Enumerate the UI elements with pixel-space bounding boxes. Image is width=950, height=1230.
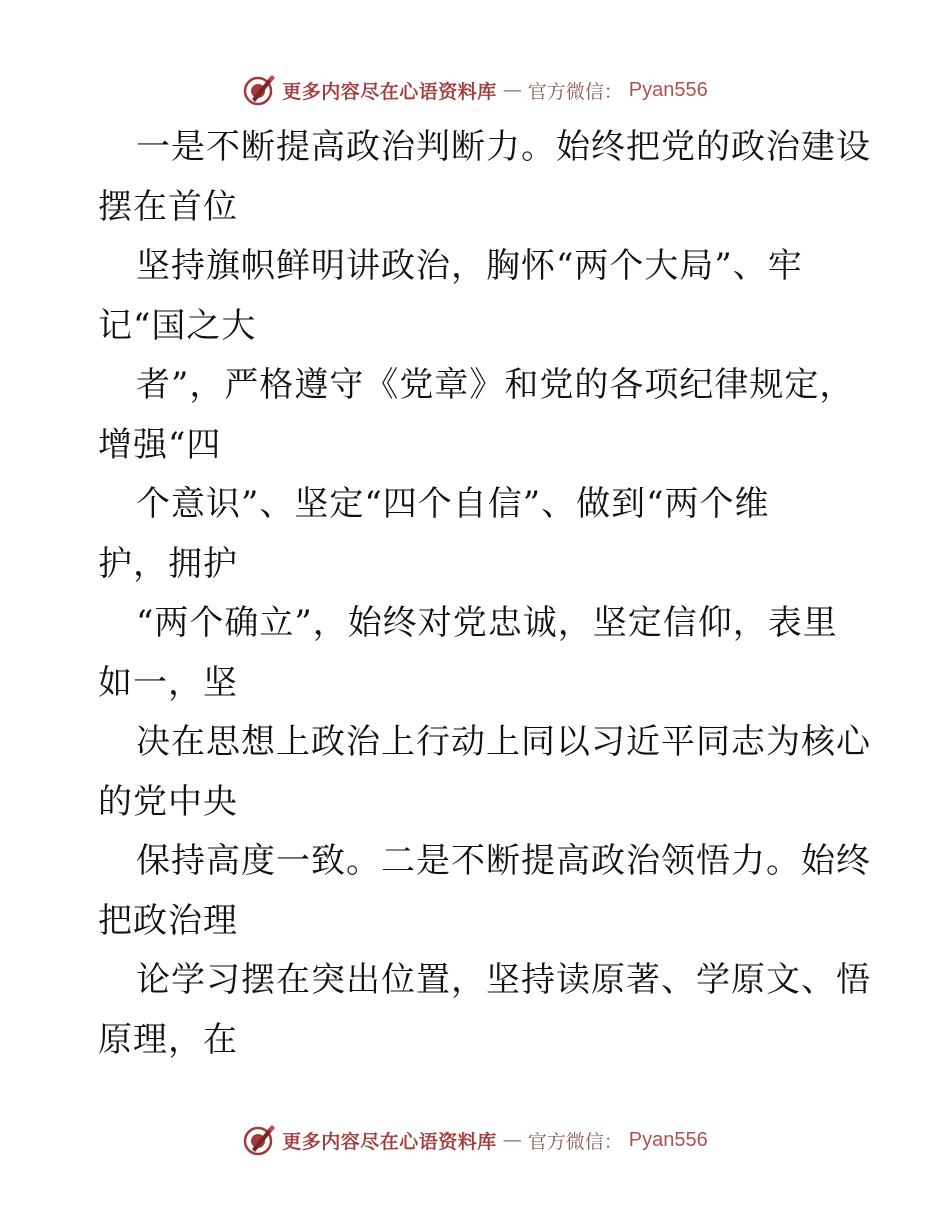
body-line: 摆在首位 (98, 186, 238, 227)
body-line: “两个确立”，始终对党忠诚，坚定信仰，表里 (136, 603, 838, 643)
body-line: 论学习摆在突出位置，坚持读原著、学原文、悟 (136, 960, 871, 1000)
document-body (98, 118, 871, 1070)
footer-wechat-label: 官方微信： (527, 1130, 623, 1153)
body-line: 一是不断提高政治判断力。始终把党的政治建设 (136, 127, 871, 167)
header-banner (0, 70, 950, 110)
header-wechat-label: 官方微信： (527, 80, 623, 103)
footer-wechat-id: Pyan556 (628, 1128, 708, 1151)
body-line: 保持高度一致。二是不断提高政治领悟力。始终 (136, 841, 871, 881)
footer-banner (0, 1120, 950, 1160)
header-dash: — (502, 79, 522, 101)
body-line: 的党中央 (98, 781, 238, 822)
pen-logo-icon (242, 1123, 276, 1157)
pen-logo-icon (242, 73, 276, 107)
body-line: 决在思想上政治上行动上同以习近平同志为核心 (136, 722, 871, 762)
body-line: 把政治理 (98, 900, 238, 941)
body-line: 护，拥护 (98, 543, 238, 584)
body-line: 个意识”、坚定“四个自信”、做到“两个维 (136, 484, 770, 524)
header-brand-text: 更多内容尽在心语资料库 (282, 80, 497, 103)
body-line: 者”，严格遵守《党章》和党的各项纪律规定， (136, 365, 855, 405)
header-wechat-id: Pyan556 (628, 78, 708, 101)
footer-brand-text: 更多内容尽在心语资料库 (282, 1130, 497, 1153)
body-line: 如一，坚 (98, 662, 238, 703)
footer-dash: — (502, 1129, 522, 1151)
body-line: 坚持旗帜鲜明讲政治，胸怀“两个大局”、牢 (136, 246, 803, 286)
body-line: 原理，在 (98, 1019, 238, 1060)
body-line: 记“国之大 (98, 305, 257, 346)
body-line: 增强“四 (98, 424, 222, 465)
